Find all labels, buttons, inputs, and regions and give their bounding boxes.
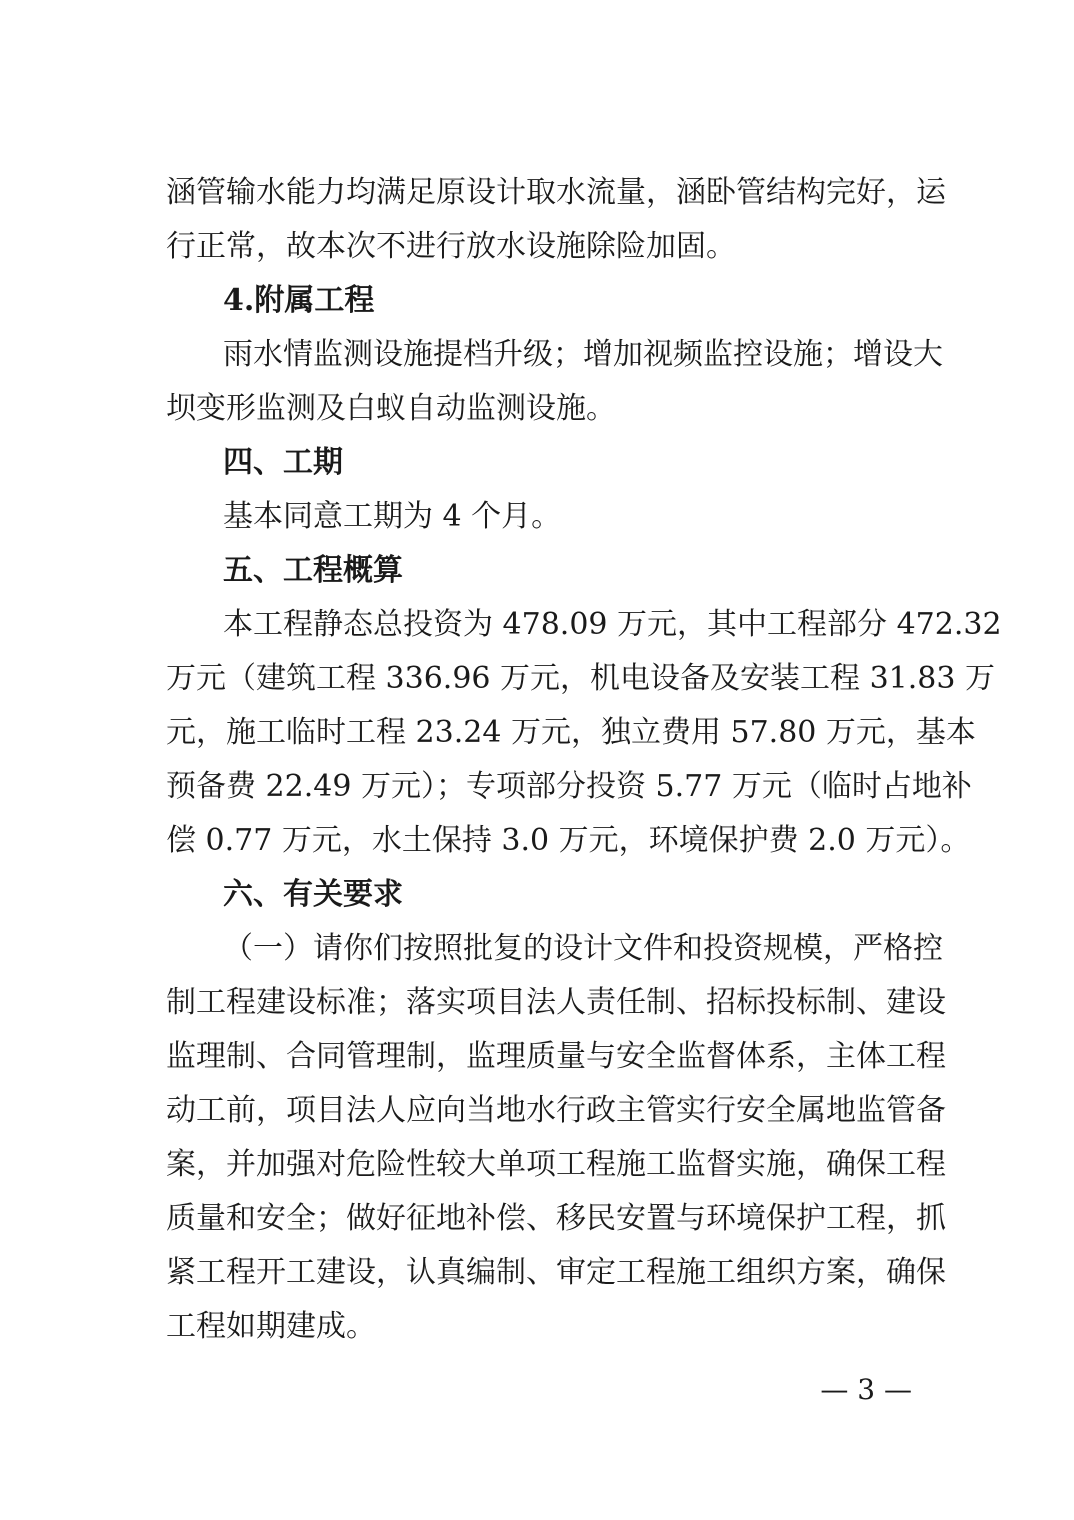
paragraph-line: 工程如期建成。	[166, 1309, 376, 1344]
paragraph-line: 本工程静态总投资为 478.09 万元，其中工程部分 472.32	[223, 607, 1002, 642]
paragraph-line: 监理制、合同管理制，监理质量与安全监督体系，主体工程	[166, 1039, 946, 1074]
paragraph-line: 制工程建设标准；落实项目法人责任制、招标投标制、建设	[166, 985, 946, 1020]
paragraph-line: 动工前，项目法人应向当地水行政主管实行安全属地监管备	[166, 1093, 946, 1128]
paragraph-line: 基本同意工期为 4 个月。	[223, 499, 562, 534]
paragraph-line: 万元（建筑工程 336.96 万元，机电设备及安装工程 31.83 万	[166, 661, 995, 696]
section-heading: 4.附属工程	[223, 283, 375, 318]
paragraph-line: （一）请你们按照批复的设计文件和投资规模，严格控	[223, 931, 943, 966]
section-heading: 四、工期	[223, 445, 343, 480]
document-body	[166, 166, 1002, 1354]
section-heading: 五、工程概算	[223, 553, 403, 588]
paragraph-line: 紧工程开工建设，认真编制、审定工程施工组织方案，确保	[166, 1255, 946, 1290]
paragraph-line: 行正常，故本次不进行放水设施除险加固。	[166, 229, 736, 264]
paragraph-line: 元，施工临时工程 23.24 万元，独立费用 57.80 万元，基本	[166, 715, 976, 750]
paragraph-line: 偿 0.77 万元，水土保持 3.0 万元，环境保护费 2.0 万元）。	[166, 823, 971, 858]
paragraph-line: 质量和安全；做好征地补偿、移民安置与环境保护工程，抓	[166, 1201, 946, 1236]
paragraph-line: 预备费 22.49 万元）；专项部分投资 5.77 万元（临时占地补	[166, 769, 972, 804]
page-number: — 3 —	[820, 1373, 912, 1406]
paragraph-line: 坝变形监测及白蚁自动监测设施。	[166, 391, 616, 426]
section-heading: 六、有关要求	[223, 877, 403, 912]
paragraph-line: 涵管输水能力均满足原设计取水流量，涵卧管结构完好，运	[166, 175, 946, 210]
paragraph-line: 雨水情监测设施提档升级；增加视频监控设施；增设大	[223, 337, 943, 372]
paragraph-line: 案，并加强对危险性较大单项工程施工监督实施，确保工程	[166, 1147, 946, 1182]
